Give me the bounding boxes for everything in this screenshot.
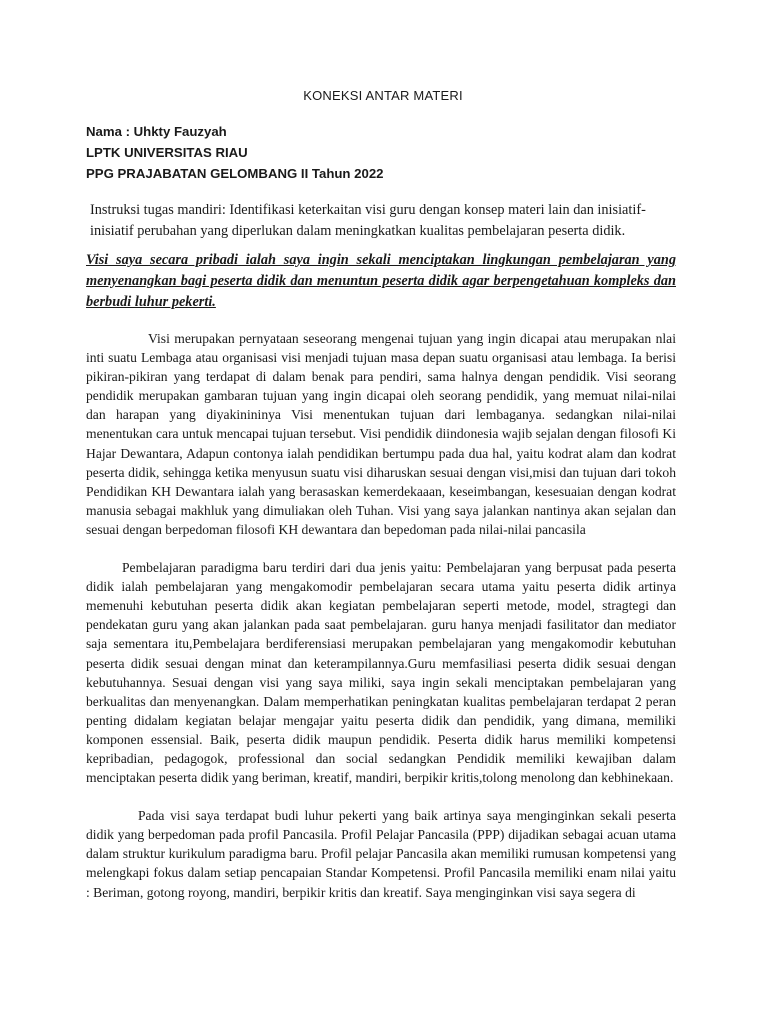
body-paragraph-visi: Visi merupakan pernyataan seseorang mengenai tujuan yang ingin dicapai atau merupakan nlai inti suatu Lembaga atau organisasi visi menjadi tujuan masa depan suatu organisasi atau lembaga. Ia berisi pikiran-pikiran yang terdapat di dalam benak para pendiri, sama halnya dengan pendidik. Visi seorang pendidik merupakan gambaran tujuan yang ingin dicapai oleh seorang pendidik, yang memuat nilai-nilai dan harapan yang diyakinininya Visi menentukan tujuan dari lembaganya. sedangkan nilai-nilai menentukan cara untuk mencapai tujuan tersebut. Visi pendidik diindonesia wajib sejalan dengan filosofi Ki Hajar Dewantara, Adapun contonya ialah pendidikan bertumpu pada dua hal, yaitu kodrat alam dan kodrat peserta didik, sehingga ketika menyusun suatu visi diharuskan sesuai dengan visi,misi dan tujuan dari tokoh Pendidikan KH Dewantara ialah yang berasaskan kemerdekaaan, keseimbangan, kesesuaian dengan kodrat manusia sebagai makhluk yang dimuliakan oleh Tuhan. Visi yang saya jalankan nantinya akan sejalan dan sesuai dengan berpedoman filosofi KH dewantara dan bepedoman pada nilai-nilai pancasila bbox=[86, 331, 676, 537]
author-institution: LPTK UNIVERSITAS RIAU bbox=[86, 145, 248, 160]
body-paragraph-pembelajaran: Pembelajaran paradigma baru terdiri dari dua jenis yaitu: Pembelajaran yang berpusat pada peserta didik ialah pembelajaran yang mengakomodir pembelajaran secara utama yaitu peserta didik artinya memenuhi kebutuhan peserta didik akan kegiatan pembelajaran seperti metode, model, stragtegi dan pendekatan guru yang akan jalankan pada saat pembelajaran. guru hanya menjadi fasilitator dan mediator saja sementara itu,Pembelajara berdiferensiasi merupakan pembelajaran yang mengakomodir kebutuhan peserta didik sesuai dengan minat dan keterampilannya.Guru memfasiliasi peserta didik sesuai dengan kebutuhannya. Sesuai dengan visi yang saya miliki, saya ingin sekali menciptakan pembelajaran yang berkualitas dan menyenangkan. Dalam memperhatikan peningkatan kualitas pembelajaran terdapat 2 peran penting didalam kegiatan belajar mengajar yaitu peserta didik dan pendidik, yang dimana, memiliki komponen essensial. Baik, peserta didik maupun pendidik. Peserta didik harus memiliki kompetensi kepribadian, pedagogok, professional dan social sedangkan Pendidik memiliki kewajiban dalam menciptakan peserta didik yang beriman, kreatif, mandiri, berpikir kritis,tolong menolong dan kebhinekaan. bbox=[86, 560, 676, 786]
document-title: KONEKSI ANTAR MATERI bbox=[303, 88, 463, 103]
author-name: Nama : Uhkty Fauzyah bbox=[86, 124, 227, 139]
author-program: PPG PRAJABATAN GELOMBANG II Tahun 2022 bbox=[86, 166, 384, 181]
vision-statement: Visi saya secara pribadi ialah saya ingin sekali menciptakan lingkungan pembelajaran yang menyenangkan bagi peserta didik dan menuntun peserta didik agar berpengetahuan kompleks dan berbudi luhur pekerti. bbox=[86, 252, 676, 310]
author-identity-block bbox=[86, 121, 676, 184]
task-instruction: Instruksi tugas mandiri: Identifikasi keterkaitan visi guru dengan konsep materi lain dan inisiatif-inisiatif perubahan yang diperlukan dalam meningkatkan kualitas pembelajaran peserta didik. bbox=[90, 202, 646, 239]
body-paragraph-profil-pancasila: Pada visi saya terdapat budi luhur pekerti yang baik artinya saya menginginkan sekali peserta didik yang berpedoman pada profil Pancasila. Profil Pelajar Pancasila (PPP) dijadikan sebagai acuan utama dalam struktur kurikulum paradigma baru. Profil pelajar Pancasila akan memiliki rumusan kompetensi yang melengkapi fokus dalam setiap pencapaian Standar Kompetensi. Profil Pancasila memiliki enam nilai yaitu : Beriman, gotong royong, mandiri, berpikir kritis dan kreatif. Saya menginginkan visi saya segera di bbox=[86, 808, 676, 900]
